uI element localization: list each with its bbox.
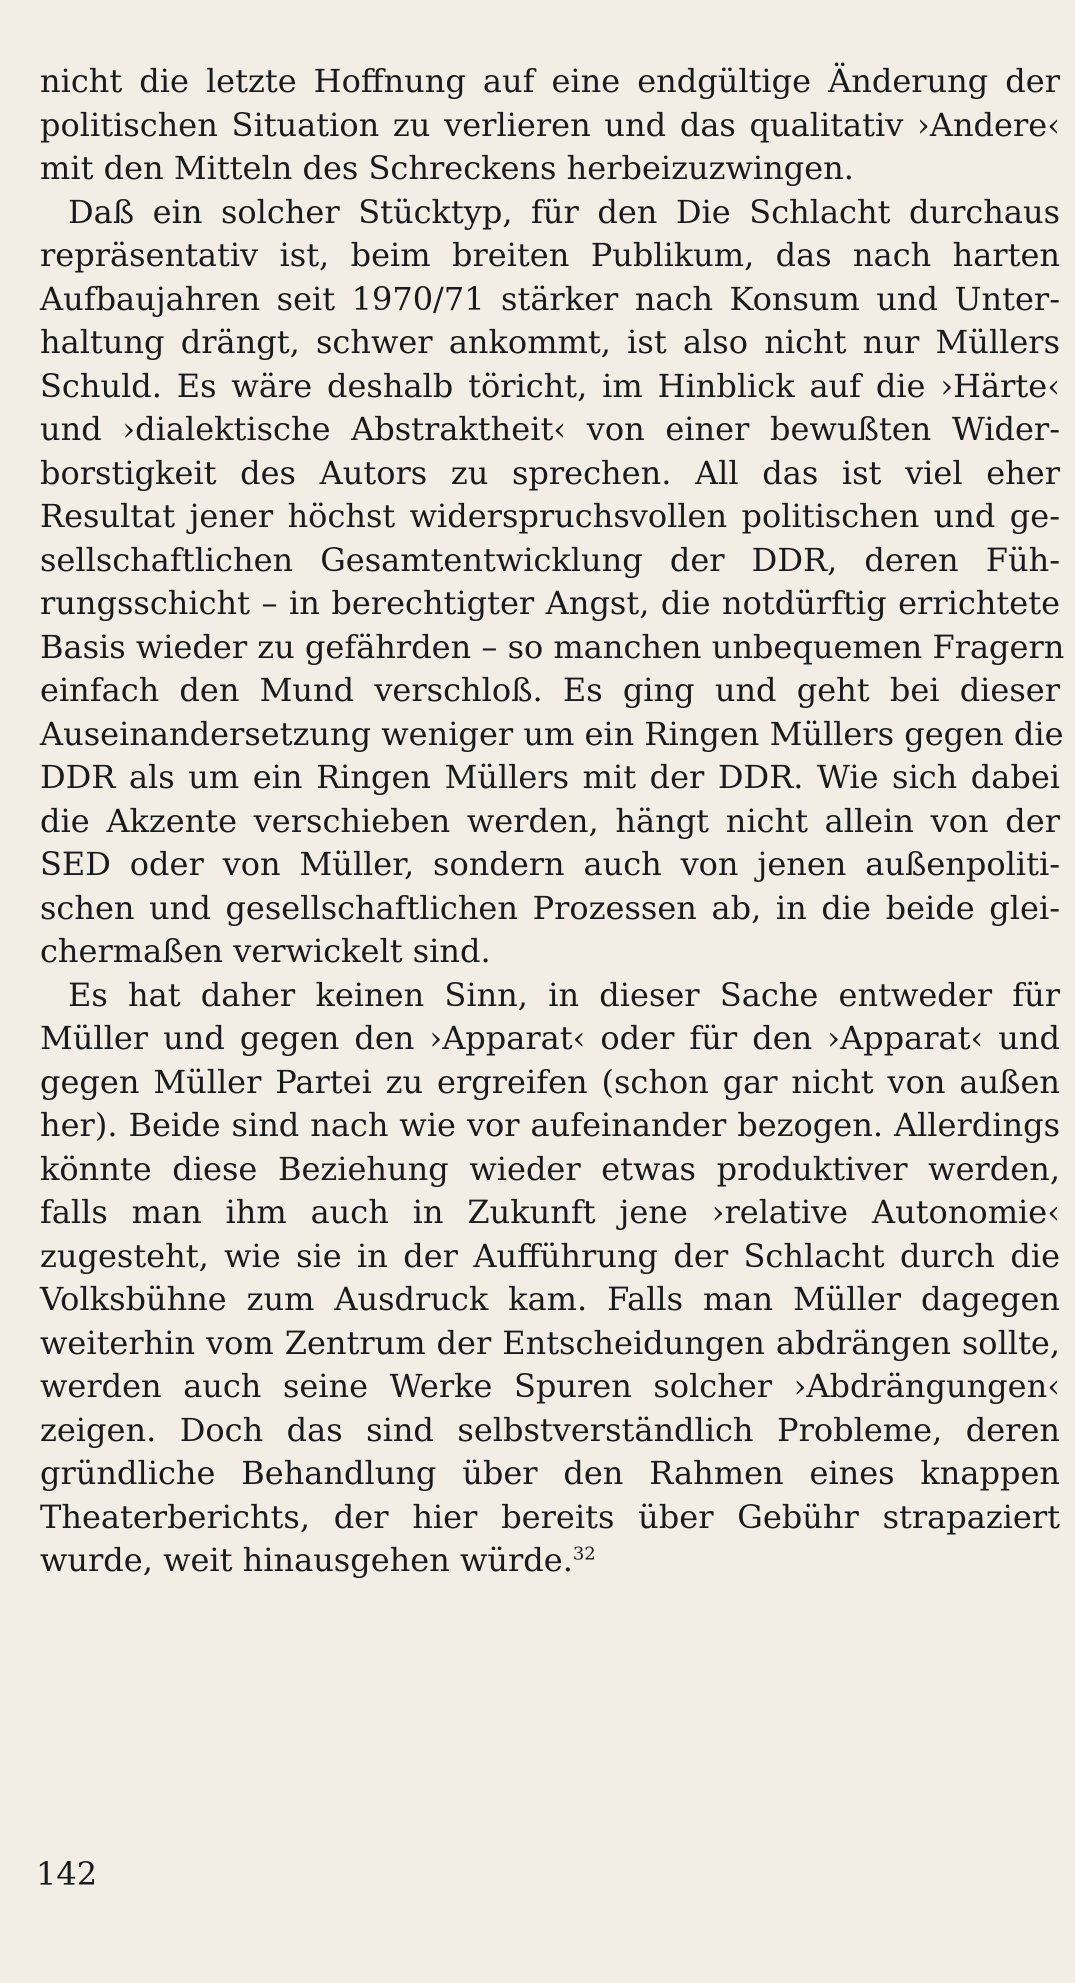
text-line: haltung drängt, schwer ankommt, ist also nicht nur Müllers	[40, 323, 1060, 361]
text-line: falls man ihm auch in Zukunft jene ›relative Autonomie‹	[40, 1193, 1060, 1231]
text-line: und ›dialektische Abstraktheit‹ von einer bewußten Wider-	[40, 410, 1060, 448]
body-text	[40, 60, 1065, 1583]
text-line: schen und gesellschaftlichen Prozessen ab, in die beide glei-	[40, 888, 1060, 927]
text-line: DDR als um ein Ringen Müllers mit der DDR. Wie sich dabei	[40, 758, 1060, 796]
text-line: Resultat jener höchst widerspruchsvollen politischen und ge-	[40, 497, 1060, 535]
text-line: zeigen. Doch das sind selbstverständlich Probleme, deren	[40, 1410, 1060, 1449]
text-line: mit den Mitteln des Schreckens herbeizuzwingen.	[40, 149, 854, 187]
text-line: gegen Müller Partei zu ergreifen (schon gar nicht von außen	[40, 1062, 1060, 1101]
text-line: Schuld. Es wäre deshalb töricht, im Hinblick auf die ›Härte‹	[40, 366, 1060, 405]
text-line: werden auch seine Werke Spuren solcher ›Abdrängungen‹	[40, 1367, 1060, 1405]
text-line: Basis wieder zu gefährden – so manchen unbequemen Fragern	[40, 627, 1065, 666]
text-line: gründliche Behandlung über den Rahmen eines knappen	[40, 1454, 1060, 1492]
text-line: Theaterberichts, der hier bereits über Gebühr strapaziert	[40, 1497, 1060, 1536]
text-line: zugesteht, wie sie in der Aufführung der Schlacht durch die	[40, 1236, 1060, 1275]
text-line: die Akzente verschieben werden, hängt nicht allein von der	[40, 801, 1060, 840]
text-line: Müller und gegen den ›Apparat‹ oder für den ›Apparat‹ und	[40, 1019, 1060, 1057]
text-line: weiterhin vom Zentrum der Entscheidungen abdrängen sollte,	[40, 1323, 1060, 1362]
text-line: Daß ein solcher Stücktyp, für den Die Schlacht durchaus	[68, 192, 1060, 231]
footnote-reference: 32	[572, 1543, 596, 1565]
text-line: nicht die letzte Hoffnung auf eine endgültige Änderung der	[40, 62, 1060, 100]
text-line: SED oder von Müller, sondern auch von jenen außenpoliti-	[40, 845, 1060, 883]
text-line: wurde, weit hinausgehen würde.$^{32}$	[40, 1541, 596, 1579]
text-line: Volksbühne zum Ausdruck kam. Falls man Müller dagegen	[40, 1280, 1060, 1318]
text-line: politischen Situation zu verlieren und das qualitativ ›Andere‹	[40, 105, 1060, 144]
text-line: Auseinandersetzung weniger um ein Ringen Müllers gegen die	[40, 714, 1064, 753]
paragraph	[40, 191, 1065, 974]
paragraph	[40, 60, 1060, 191]
text-line: einfach den Mund verschloß. Es ging und geht bei dieser	[40, 671, 1060, 709]
text-line: sellschaftlichen Gesamtentwicklung der DDR, deren Füh-	[40, 540, 1060, 579]
text-line: Es hat daher keinen Sinn, in dieser Sache entweder für	[68, 975, 1060, 1014]
page-number: 142	[36, 1855, 98, 1893]
paragraph	[40, 974, 1060, 1583]
text-line: borstigkeit des Autors zu sprechen. All das ist viel eher	[40, 453, 1060, 492]
text-line: chermaßen verwickelt sind.	[40, 932, 491, 970]
text-line: repräsentativ ist, beim breiten Publikum, das nach harten	[40, 236, 1060, 274]
text-line: Aufbaujahren seit 1970/71 stärker nach Konsum und Unter-	[40, 279, 1060, 318]
text-line: her). Beide sind nach wie vor aufeinander bezogen. Allerdings	[40, 1106, 1060, 1144]
text-line: könnte diese Beziehung wieder etwas produktiver werden,	[40, 1149, 1060, 1188]
text-line: rungsschicht – in berechtigter Angst, die notdürftig errichtete	[40, 584, 1060, 622]
